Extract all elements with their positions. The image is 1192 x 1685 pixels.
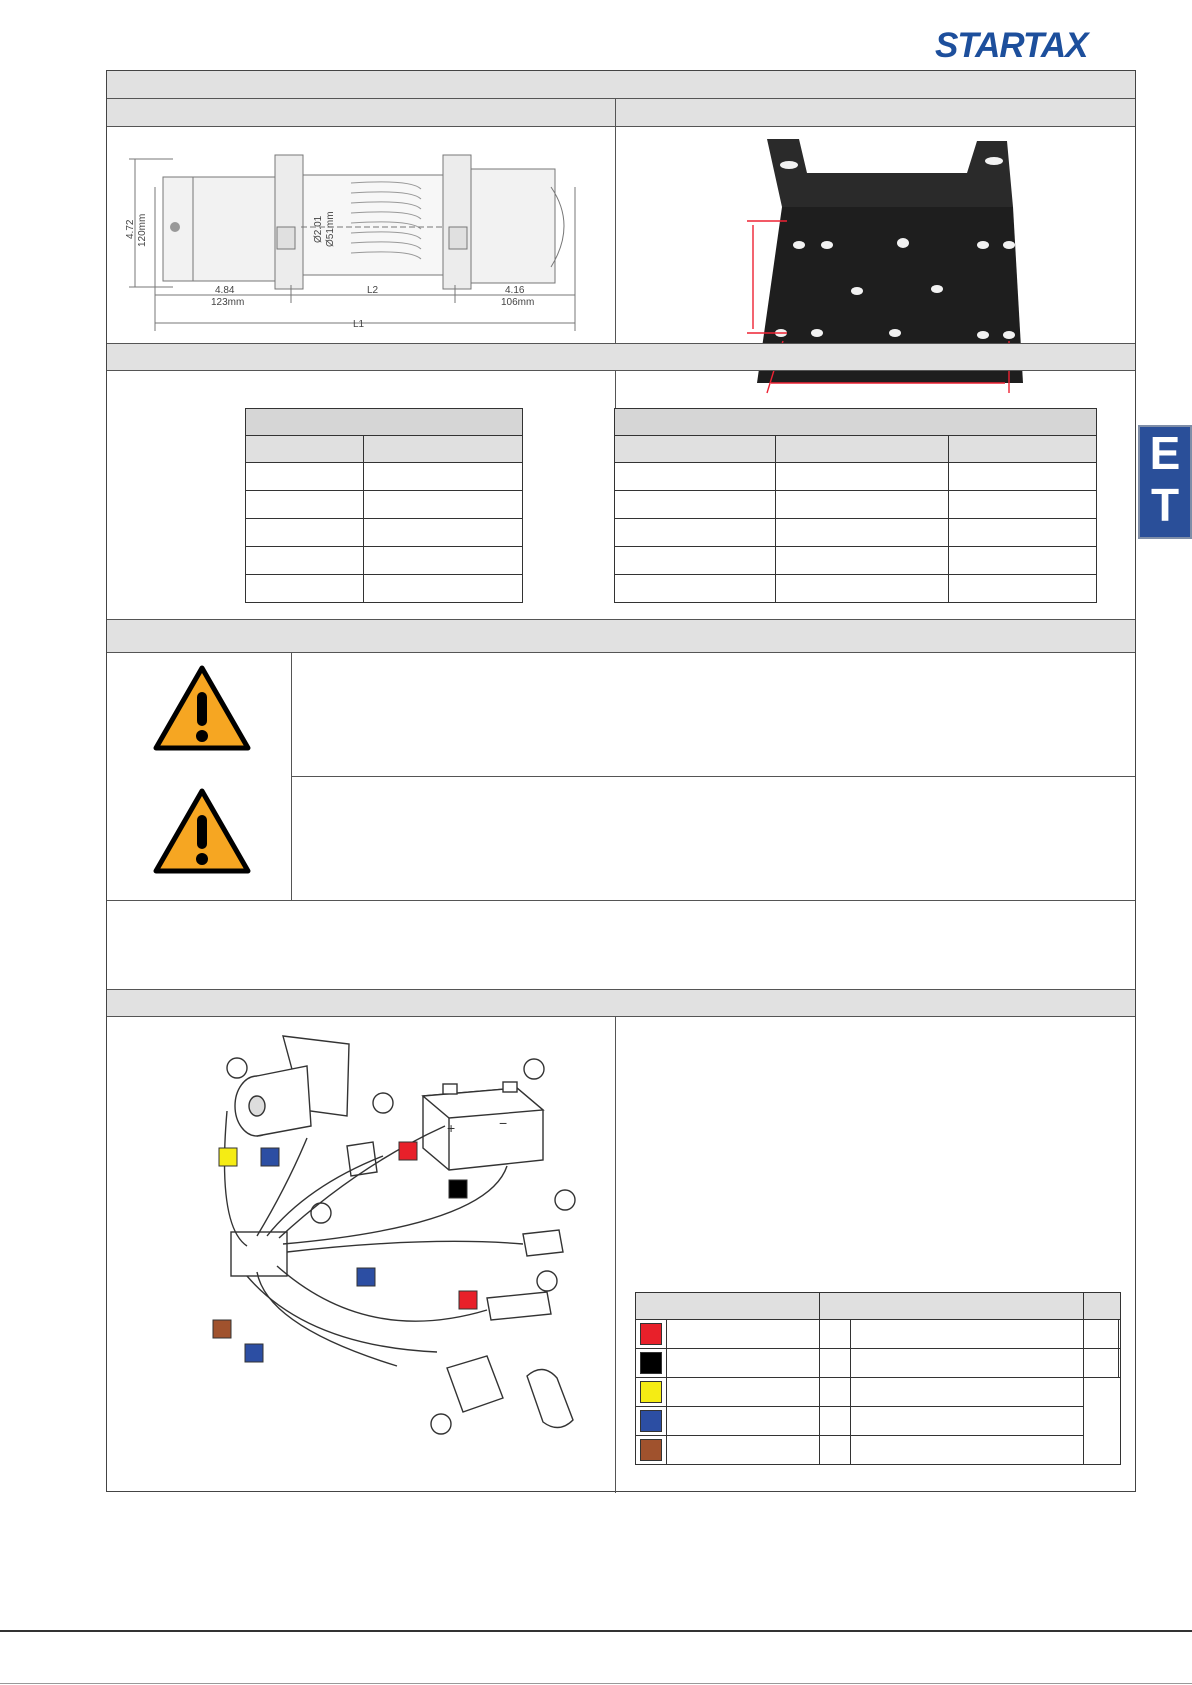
warning-divider-horizontal [291, 776, 1135, 777]
wire-tag-blue [261, 1148, 279, 1166]
color-swatch-yellow [640, 1381, 662, 1403]
wiring-column-divider [615, 1017, 616, 1493]
content-frame [106, 70, 1136, 1492]
wiring-diagram [187, 1026, 607, 1466]
column-divider [615, 99, 616, 439]
battery-minus: − [499, 1115, 508, 1131]
wire-tag-blue-3 [245, 1344, 263, 1362]
left-mm-label: 123mm [211, 297, 245, 308]
warning-triangle-icon [152, 787, 252, 877]
winch-dimension-drawing [115, 147, 605, 427]
height-inch-label: 4.72 [125, 219, 136, 239]
footer-rule-bottom [0, 1683, 1192, 1684]
specification-table-left [245, 408, 523, 603]
footer-rule [0, 1630, 1192, 1632]
color-swatch-brown [640, 1439, 662, 1461]
l2-label: L2 [367, 285, 379, 296]
section-header-dimensions [107, 71, 1135, 99]
left-inch-label: 4.84 [215, 285, 235, 296]
startax-logo [935, 28, 1121, 62]
wire-tag-brown [213, 1320, 231, 1338]
section-header-tables [107, 343, 1135, 371]
wiring-color-table [635, 1292, 1121, 1465]
subheader-dimensions [107, 99, 1135, 127]
warning-bottom-line [107, 900, 1135, 901]
color-swatch-red [640, 1323, 662, 1345]
battery-plus: + [447, 1120, 456, 1136]
wire-tag-black [449, 1180, 467, 1198]
drum-mm-label: Ø51mm [325, 211, 336, 247]
tab-letter-t: T [1150, 479, 1180, 531]
logo-text: STARTAX [935, 28, 1088, 62]
right-inch-label: 4.16 [505, 285, 525, 296]
section-header-warnings [107, 619, 1135, 653]
section-header-wiring [107, 989, 1135, 1017]
specification-table-right [614, 408, 1097, 603]
tab-letter-e: E [1149, 427, 1181, 479]
wire-tag-red-2 [459, 1291, 477, 1309]
warning-triangle-icon [152, 664, 252, 754]
right-mm-label: 106mm [501, 297, 535, 308]
drum-inch-label: Ø2.01 [313, 215, 324, 243]
warning-divider-vertical [291, 653, 292, 901]
language-tab [1138, 425, 1192, 539]
color-swatch-black [640, 1352, 662, 1374]
color-swatch-blue [640, 1410, 662, 1432]
height-mm-label: 120mm [137, 213, 148, 247]
mounting-plate-drawing [727, 133, 1077, 423]
l1-label: L1 [353, 319, 365, 330]
wire-tag-blue-2 [357, 1268, 375, 1286]
wire-tag-red [399, 1142, 417, 1160]
wire-tag-yellow [219, 1148, 237, 1166]
